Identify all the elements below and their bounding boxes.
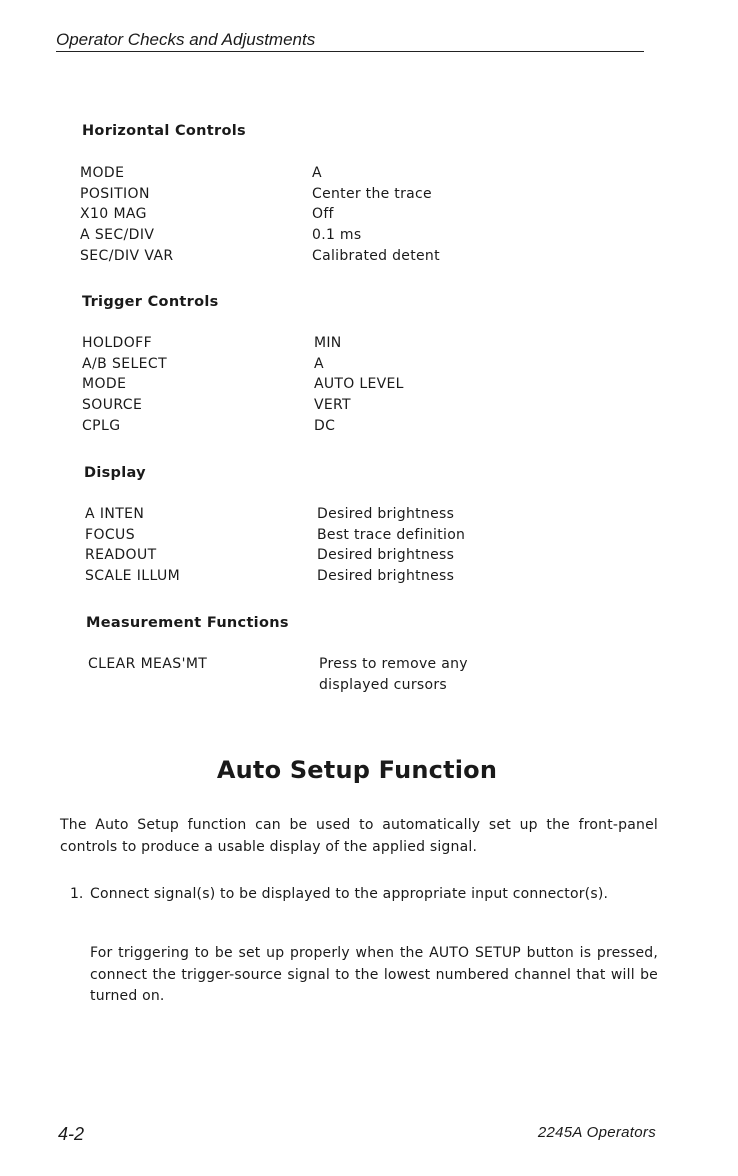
- control-name: MODE: [80, 165, 125, 181]
- control-setting: VERT: [314, 397, 351, 414]
- settings-row: [80, 163, 540, 184]
- settings-row: [80, 204, 540, 225]
- control-name: CLEAR MEAS'MT: [88, 656, 208, 672]
- display-table: [85, 504, 545, 587]
- trigger-controls-table: [82, 333, 542, 436]
- settings-row: [82, 374, 542, 395]
- control-name: SEC/DIV VAR: [80, 247, 174, 264]
- control-setting: Calibrated detent: [312, 247, 440, 264]
- settings-row: [85, 545, 545, 566]
- settings-row: [85, 525, 545, 546]
- control-name: CPLG: [82, 417, 121, 434]
- settings-row: [80, 225, 540, 246]
- control-setting: Desired brightness: [317, 506, 455, 522]
- manual-name: 2245A Operators: [537, 1124, 656, 1141]
- auto-setup-heading: Auto Setup Function: [216, 756, 498, 784]
- settings-row: [82, 354, 542, 375]
- control-name: SCALE ILLUM: [85, 568, 181, 585]
- control-setting: AUTO LEVEL: [314, 376, 404, 393]
- step-number: 1.: [70, 886, 84, 902]
- settings-row: [85, 566, 545, 587]
- settings-row: [82, 333, 542, 354]
- control-setting: A: [314, 355, 324, 372]
- control-setting: A: [312, 165, 322, 181]
- intro-paragraph: The Auto Setup function can be used to automatically set up the front-panel controls to produce a usable display of the applied signal.: [60, 817, 658, 855]
- control-setting: Press to remove any displayed cursors: [319, 656, 468, 693]
- page-number: 4-2: [58, 1124, 85, 1144]
- control-name: A/B SELECT: [82, 355, 168, 372]
- measurement-functions-heading: Measurement Functions: [86, 615, 289, 631]
- settings-row: [85, 504, 545, 525]
- control-name: MODE: [82, 376, 127, 393]
- control-name: A INTEN: [85, 506, 145, 522]
- control-setting: Best trace definition: [317, 526, 466, 543]
- control-name: READOUT: [85, 547, 157, 564]
- settings-row: [82, 416, 542, 437]
- settings-row: [80, 246, 540, 267]
- control-setting: Desired brightness: [317, 568, 455, 585]
- control-setting: 0.1 ms: [312, 227, 362, 244]
- control-setting: Desired brightness: [317, 547, 455, 564]
- step-text: Connect signal(s) to be displayed to the appropriate input connector(s).: [90, 886, 609, 902]
- horizontal-controls-table: [80, 163, 540, 266]
- step-note: For triggering to be set up properly when the AUTO SETUP button is pressed, connect the trigger-source signal to the lowest numbered channel that will be turned on.: [90, 945, 658, 1004]
- control-setting: DC: [314, 417, 336, 434]
- control-name: SOURCE: [82, 397, 143, 414]
- control-setting: MIN: [314, 335, 342, 351]
- settings-row: [80, 184, 540, 205]
- control-name: POSITION: [80, 185, 150, 202]
- control-name: HOLDOFF: [82, 335, 153, 351]
- control-setting: Off: [312, 206, 334, 223]
- display-heading: Display: [84, 465, 146, 481]
- control-name: FOCUS: [85, 526, 135, 543]
- running-header: Operator Checks and Adjustments: [56, 30, 644, 52]
- horizontal-controls-heading: Horizontal Controls: [82, 123, 246, 139]
- control-name: A SEC/DIV: [80, 227, 155, 244]
- settings-row: [88, 654, 548, 696]
- settings-row: [82, 395, 542, 416]
- trigger-controls-heading: Trigger Controls: [82, 294, 219, 310]
- control-setting: Center the trace: [312, 185, 432, 202]
- control-name: X10 MAG: [80, 206, 147, 223]
